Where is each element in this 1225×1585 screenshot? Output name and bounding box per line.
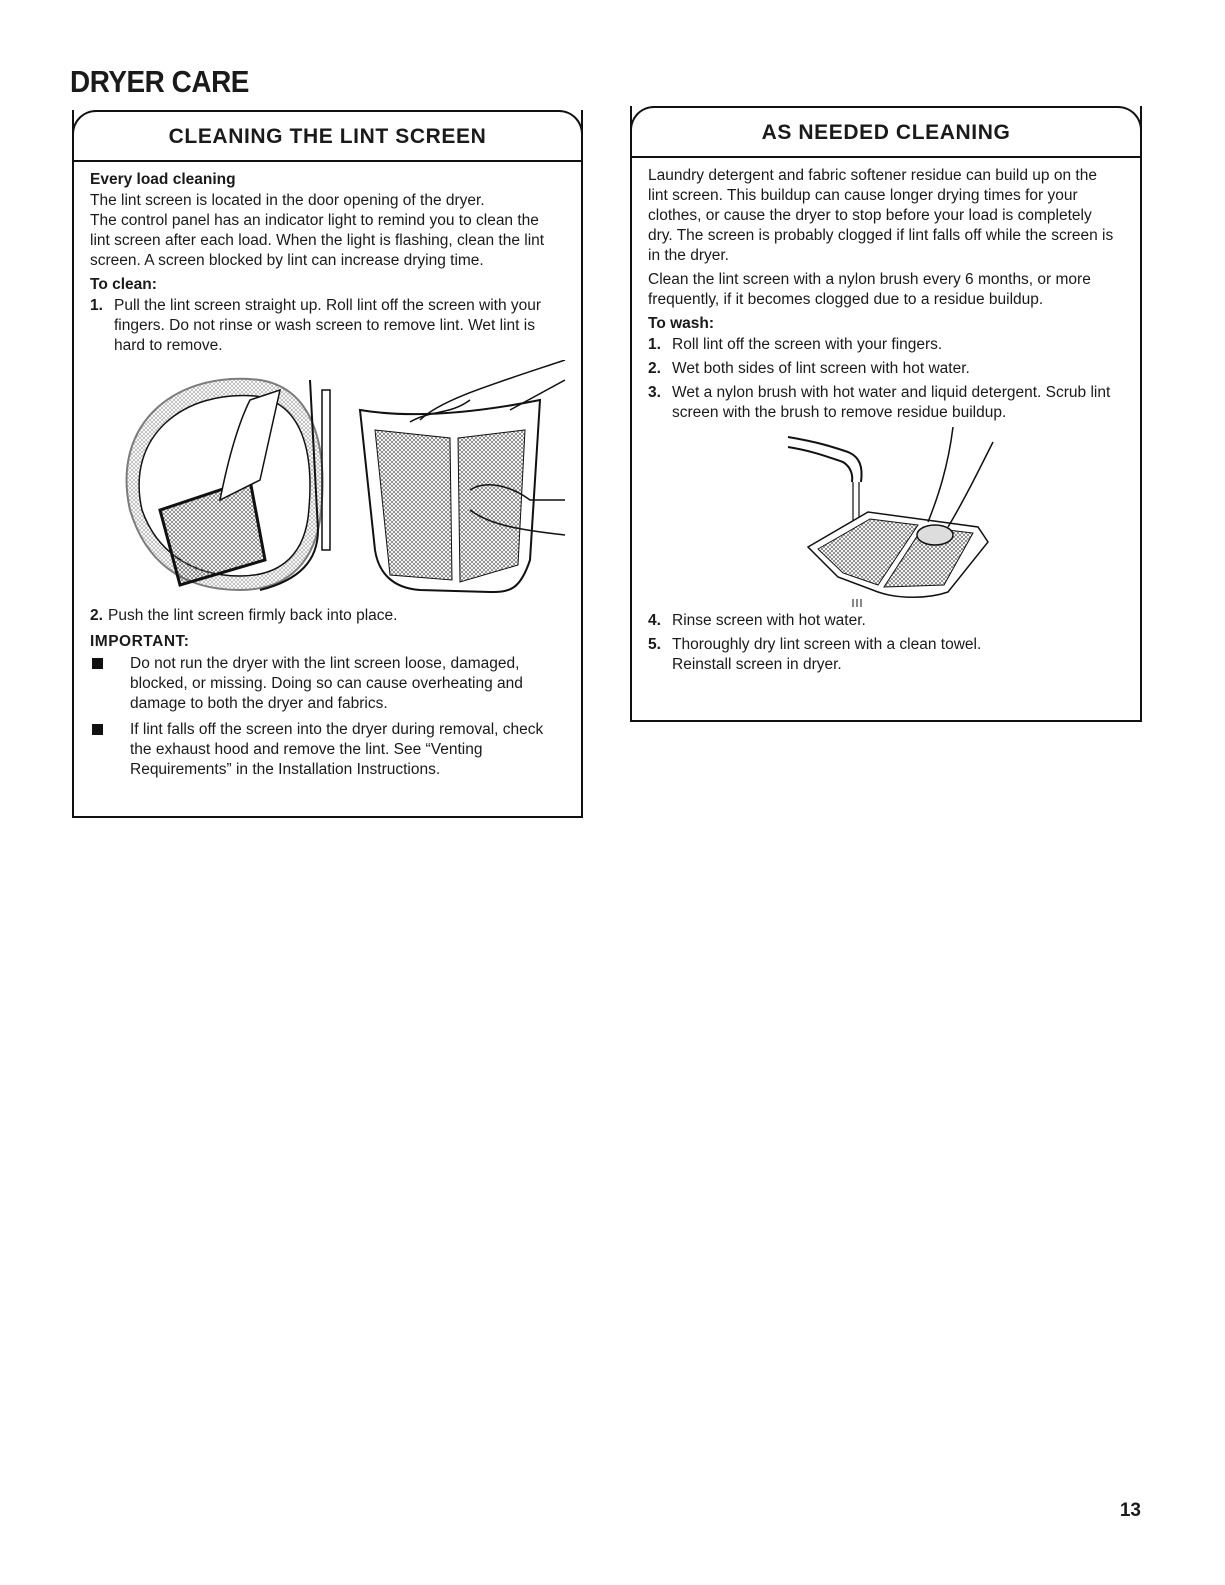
to-wash-steps [648, 335, 1126, 423]
lint-screen-panel [72, 110, 583, 818]
as-needed-panel [630, 106, 1142, 722]
lint-screen-removal-illustration [90, 360, 570, 600]
to-clean-steps-continued [90, 606, 567, 626]
clean-step-2 [90, 606, 567, 626]
step-text: Thoroughly dry lint screen with a clean towel. Reinstall screen in dryer. [672, 636, 982, 673]
step-text: Wet a nylon brush with hot water and liquid detergent. Scrub lint screen with the brush to remove residue buildup. [672, 384, 1111, 421]
important-bullet-1 [90, 654, 550, 714]
intro-text-2: The control panel has an indicator light to remind you to clean the lint screen after each load. When the light is flashing, clean the lint screen. A screen blocked by lint can increase drying time. [90, 212, 545, 269]
wash-step-2 [648, 359, 1126, 379]
lint-screen-wash-drawing [808, 512, 988, 607]
every-load-heading: Every load cleaning [90, 171, 236, 188]
to-clean-heading: To clean: [90, 276, 157, 293]
lint-screen-panel-body [74, 160, 581, 794]
step-text: Roll lint off the screen with your fingers. [672, 336, 943, 353]
step-number: 1. [648, 336, 661, 353]
wash-step-4 [648, 611, 1126, 631]
step-number: 5. [648, 636, 661, 653]
wash-step-3 [648, 383, 1126, 423]
page-number: 13 [1119, 1500, 1141, 1521]
bullet-text: If lint falls off the screen into the dryer during removal, check the exhaust hood and remove the lint. See “Venting Requirements” in the Installation Instructions. [130, 721, 544, 778]
to-wash-heading: To wash: [648, 315, 715, 332]
residue-paragraph: Laundry detergent and fabric softener residue can build up on the lint screen. This buildup can cause longer drying times for your clothes, or cause the dryer to stop before your load is completely dry. The screen is probably clogged if lint falls off while the screen is in the dryer. [648, 167, 1114, 264]
step-number: 4. [648, 612, 661, 629]
as-needed-heading: AS NEEDED CLEANING [761, 121, 1011, 144]
important-heading: IMPORTANT: [90, 633, 190, 650]
lint-screen-drawing [360, 360, 565, 592]
step-number: 1. [90, 297, 103, 314]
step-text: Pull the lint screen straight up. Roll lint off the screen with your fingers. Do not rinse or wash screen to remove lint. Wet lint is hard to remove. [114, 297, 542, 354]
dryer-door-drawing [127, 379, 330, 590]
lint-screen-heading: CLEANING THE LINT SCREEN [168, 125, 487, 148]
nylon-brush-paragraph: Clean the lint screen with a nylon brush every 6 months, or more frequently, if it becomes clogged due to a residue buildup. [648, 271, 1091, 308]
step-text: Wet both sides of lint screen with hot water. [672, 360, 970, 377]
clean-step-1 [90, 296, 554, 356]
step-number: 3. [648, 384, 661, 401]
bullet-square-icon [92, 658, 103, 669]
step-number: 2. [648, 360, 661, 377]
bullet-text: Do not run the dryer with the lint screen loose, damaged, blocked, or missing. Doing so can cause overheating and damage to both the dryer and fabrics. [130, 655, 523, 712]
as-needed-panel-header [630, 106, 1142, 156]
bullet-square-icon [92, 724, 103, 735]
important-bullet-2 [90, 720, 550, 780]
step-number: 2. [90, 607, 103, 624]
step-text: Push the lint screen firmly back into place. [108, 607, 398, 624]
to-wash-steps-continued [648, 611, 1126, 675]
important-bullets [90, 654, 567, 780]
step-text: Rinse screen with hot water. [672, 612, 866, 629]
wash-step-1 [648, 335, 1126, 355]
page-title: DRYER CARE [70, 64, 249, 99]
as-needed-panel-body [632, 156, 1140, 687]
intro-text-1: The lint screen is located in the door opening of the dryer. [90, 192, 485, 209]
to-clean-steps [90, 296, 567, 356]
wash-step-5 [648, 635, 1032, 675]
lint-screen-washing-illustration [648, 427, 1128, 607]
lint-screen-panel-header [72, 110, 583, 160]
